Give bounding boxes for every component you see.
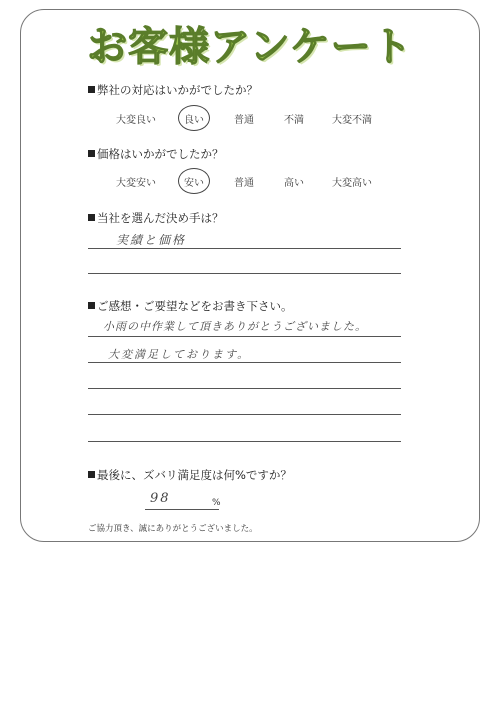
score-line: [145, 509, 219, 510]
question-2-label: 価格はいかがでしたか？: [97, 147, 224, 161]
survey-title: お客様アンケート: [87, 24, 413, 70]
question-3: [88, 210, 224, 226]
q1-option-very-dissatisfied[interactable]: 大変不満: [332, 115, 372, 126]
question-1: [88, 82, 258, 98]
answer-line: [88, 336, 401, 337]
square-bullet-icon: [88, 150, 95, 157]
question-5-label: 最後に、ズバリ満足度は何%ですか？: [97, 468, 292, 482]
q4-handwritten-answer-line-1: 小雨の中作業して頂きありがとうございました。: [103, 320, 367, 333]
question-2: [88, 146, 224, 162]
answer-line: [88, 414, 401, 415]
q2-option-cheap-selected[interactable]: 安い: [184, 174, 204, 189]
q5-handwritten-score: 98: [150, 491, 171, 506]
square-bullet-icon: [88, 214, 95, 221]
square-bullet-icon: [88, 302, 95, 309]
q1-option-very-good[interactable]: 大変良い: [116, 115, 156, 126]
thank-you-footer: ご協力頂き、誠にありがとうございました。: [88, 524, 258, 534]
q1-option-dissatisfied[interactable]: 不満: [284, 115, 304, 126]
question-4: [88, 298, 293, 314]
q1-option-normal[interactable]: 普通: [234, 115, 254, 126]
answer-line: [88, 441, 401, 442]
q4-handwritten-answer-line-2: 大変満足しております。: [108, 348, 251, 361]
answer-line: [88, 248, 401, 249]
q5-percent-unit: %: [212, 498, 221, 508]
q3-handwritten-answer: 実績と価格: [116, 233, 187, 247]
q2-option-expensive[interactable]: 高い: [284, 178, 304, 189]
q2-option-very-cheap[interactable]: 大変安い: [116, 178, 156, 189]
square-bullet-icon: [88, 471, 95, 478]
question-1-label: 弊社の対応はいかがでしたか？: [97, 83, 258, 97]
question-3-label: 当社を選んだ決め手は？: [97, 211, 224, 225]
q1-option-good-selected[interactable]: 良い: [184, 111, 204, 126]
answer-line: [88, 362, 401, 363]
question-4-label: ご感想・ご要望などをお書き下さい。: [97, 299, 293, 313]
q2-option-normal[interactable]: 普通: [234, 178, 254, 189]
answer-line: [88, 388, 401, 389]
answer-line: [88, 273, 401, 274]
square-bullet-icon: [88, 86, 95, 93]
question-5: [88, 467, 292, 483]
q2-option-very-expensive[interactable]: 大変高い: [332, 178, 372, 189]
